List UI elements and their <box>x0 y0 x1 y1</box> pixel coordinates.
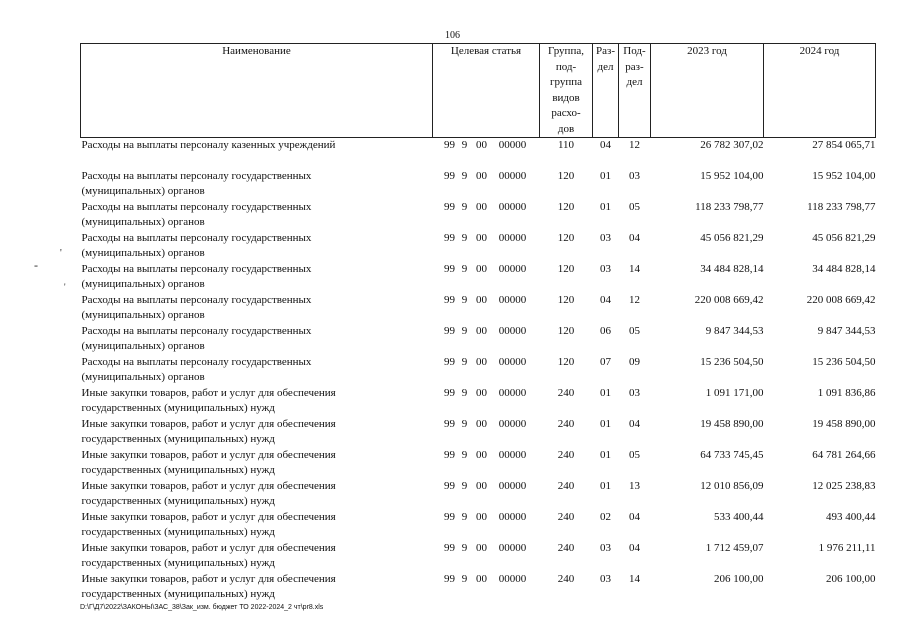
row-name <box>81 231 433 262</box>
row-target-article <box>433 479 540 510</box>
target-article-part: 00000 <box>498 293 527 306</box>
row-section: 01 <box>600 479 611 492</box>
target-article-part: 99 <box>444 324 455 337</box>
row-group: 120 <box>557 200 575 213</box>
row-target-article <box>433 262 540 293</box>
row-name-line: государственных (муниципальных) нужд <box>81 433 275 445</box>
row-amount-2023: 34 484 828,14 <box>700 262 764 275</box>
target-article-part: 00 <box>476 510 487 523</box>
row-section: 03 <box>600 572 611 585</box>
table-row <box>81 200 876 231</box>
row-target-article <box>433 541 540 572</box>
file-path: D:\Г\Д7\2022\ЗАКОНЫ\ЗАС_38\Зак_изм. бюджет ТО 2022-2024_2 чт\pr8.xls <box>80 604 324 611</box>
row-name <box>81 324 433 355</box>
row-amount-2023: 26 782 307,02 <box>700 139 764 151</box>
row-subsection: 04 <box>629 541 640 554</box>
row-group: 120 <box>557 169 575 182</box>
target-article-part: 99 <box>444 448 455 461</box>
table-row <box>81 231 876 262</box>
row-name <box>81 510 433 541</box>
row-amount-2024: 12 025 238,83 <box>812 479 876 492</box>
row-amount-2023: 1 712 459,07 <box>705 541 764 554</box>
header-line: Раз- <box>596 45 616 57</box>
row-section: 03 <box>600 262 611 275</box>
row-section: 01 <box>600 386 611 399</box>
row-name-line: (муниципальных) органов <box>81 216 205 228</box>
row-name <box>81 200 433 231</box>
row-amount-2023: 533 400,44 <box>714 510 764 523</box>
row-group: 240 <box>557 417 575 430</box>
target-article-part: 9 <box>461 541 468 554</box>
row-name-line: Расходы на выплаты персоналу государственных <box>81 200 312 213</box>
row-subsection: 05 <box>629 324 640 337</box>
header-year-2024: 2024 год <box>764 44 876 138</box>
target-article-part: 99 <box>444 200 455 213</box>
target-article-part: 00 <box>476 355 487 368</box>
target-article-part: 00 <box>476 386 487 399</box>
row-amount-2024: 15 236 504,50 <box>812 355 876 368</box>
row-amount-2024: 493 400,44 <box>826 510 876 523</box>
target-article-part: 00000 <box>498 231 527 244</box>
target-article-part: 99 <box>444 169 455 182</box>
row-name <box>81 293 433 324</box>
header-line: видов <box>552 91 580 104</box>
row-amount-2024: 64 781 264,66 <box>812 448 876 461</box>
row-amount-2024: 19 458 890,00 <box>812 417 876 430</box>
table-row <box>81 169 876 200</box>
target-article-part: 00000 <box>498 200 527 213</box>
row-amount-2024: 45 056 821,29 <box>812 231 876 244</box>
target-article-part: 9 <box>461 293 468 306</box>
target-article-part: 99 <box>444 355 455 368</box>
header-line: Группа, <box>548 45 584 57</box>
row-name <box>81 448 433 479</box>
table-row <box>81 355 876 386</box>
row-section: 02 <box>600 510 611 523</box>
table-row <box>81 572 876 603</box>
row-target-article <box>433 448 540 479</box>
row-name <box>81 572 433 603</box>
row-amount-2023: 118 233 798,77 <box>695 200 764 213</box>
table-row <box>81 293 876 324</box>
header-name: Наименование <box>81 44 433 138</box>
row-group: 120 <box>557 324 575 337</box>
row-name-line: Расходы на выплаты персоналу государственных <box>81 231 312 244</box>
target-article-part: 00 <box>476 541 487 554</box>
target-article-part: 00 <box>476 262 487 275</box>
target-article-part: 00000 <box>498 572 527 585</box>
row-target-article <box>433 138 540 169</box>
row-name-line: государственных (муниципальных) нужд <box>81 495 275 507</box>
row-amount-2023: 220 008 669,42 <box>694 293 764 306</box>
row-name <box>81 262 433 293</box>
row-name-line: государственных (муниципальных) нужд <box>81 464 275 476</box>
header-year-2023: 2023 год <box>651 44 764 138</box>
target-article-part: 99 <box>444 510 455 523</box>
margin-mark: ' <box>64 282 66 292</box>
row-name-line: государственных (муниципальных) нужд <box>81 557 275 569</box>
target-article-part: 99 <box>444 386 455 399</box>
row-subsection: 14 <box>629 572 640 585</box>
target-article-part: 00000 <box>498 417 527 430</box>
row-target-article <box>433 200 540 231</box>
target-article-part: 00 <box>476 324 487 337</box>
row-group: 240 <box>557 541 575 554</box>
row-amount-2024: 15 952 104,00 <box>812 169 876 182</box>
row-group: 120 <box>557 293 575 306</box>
row-amount-2024: 118 233 798,77 <box>807 200 876 213</box>
row-name-line: Расходы на выплаты персоналу государственных <box>81 324 312 337</box>
target-article-part: 9 <box>461 200 468 213</box>
row-subsection: 04 <box>629 417 640 430</box>
row-amount-2024: 220 008 669,42 <box>806 293 876 306</box>
row-target-article <box>433 231 540 262</box>
target-article-part: 00 <box>476 417 487 430</box>
target-article-part: 99 <box>444 231 455 244</box>
table-row <box>81 541 876 572</box>
table-row <box>81 386 876 417</box>
row-target-article <box>433 510 540 541</box>
row-subsection: 14 <box>629 262 640 275</box>
row-name <box>81 386 433 417</box>
target-article-part: 00000 <box>498 479 527 492</box>
row-subsection: 05 <box>629 200 640 213</box>
target-article-part: 00000 <box>498 448 527 461</box>
row-section: 01 <box>600 448 611 461</box>
table-row <box>81 479 876 510</box>
target-article-part: 00000 <box>498 355 527 368</box>
row-name-line: (муниципальных) органов <box>81 247 205 259</box>
header-target: Целевая статья <box>433 44 540 138</box>
target-article-part: 00000 <box>498 169 527 182</box>
row-amount-2024: 34 484 828,14 <box>812 262 876 275</box>
row-name-line: (муниципальных) органов <box>81 371 205 383</box>
target-article-part: 00 <box>476 479 487 492</box>
row-subsection: 03 <box>629 169 640 182</box>
target-article-part: 9 <box>461 262 468 275</box>
row-target-article <box>433 355 540 386</box>
row-amount-2024: 27 854 065,71 <box>812 139 876 151</box>
margin-mark: - <box>34 258 38 272</box>
row-group: 240 <box>557 479 575 492</box>
row-name <box>81 541 433 572</box>
row-target-article <box>433 293 540 324</box>
row-group: 240 <box>557 510 575 523</box>
target-article-part: 99 <box>444 417 455 430</box>
row-section: 01 <box>600 200 611 213</box>
header-line: раз- <box>625 60 644 73</box>
row-subsection: 13 <box>629 479 640 492</box>
row-amount-2024: 1 091 836,86 <box>817 386 876 399</box>
row-name-line: (муниципальных) органов <box>81 309 205 321</box>
row-target-article <box>433 417 540 448</box>
row-name-line: Иные закупки товаров, работ и услуг для обеспечения <box>81 510 336 523</box>
row-group: 240 <box>557 386 575 399</box>
target-article-part: 9 <box>461 417 468 430</box>
row-name-line: государственных (муниципальных) нужд <box>81 402 275 414</box>
table-row <box>81 417 876 448</box>
row-subsection: 12 <box>629 139 640 151</box>
row-name <box>81 138 433 169</box>
target-article-part: 9 <box>461 510 468 523</box>
target-article-part: 9 <box>461 448 468 461</box>
row-group: 240 <box>557 572 575 585</box>
target-article-part: 99 <box>444 262 455 275</box>
page-number: 106 <box>445 30 460 41</box>
row-name-line: Расходы на выплаты персоналу казенных учреждений <box>81 139 336 151</box>
row-amount-2023: 19 458 890,00 <box>700 417 764 430</box>
row-subsection: 12 <box>629 293 640 306</box>
row-name-line: Расходы на выплаты персоналу государственных <box>81 169 312 182</box>
row-name-line: Иные закупки товаров, работ и услуг для обеспечения <box>81 417 336 430</box>
row-amount-2024: 1 976 211,11 <box>818 541 876 554</box>
row-group: 240 <box>557 448 575 461</box>
row-name-line: (муниципальных) органов <box>81 185 205 197</box>
target-article-part: 99 <box>444 572 455 585</box>
target-article-part: 9 <box>461 231 468 244</box>
target-article-part: 9 <box>461 355 468 368</box>
row-subsection: 09 <box>629 355 640 368</box>
row-name-line: Иные закупки товаров, работ и услуг для обеспечения <box>81 572 336 585</box>
target-article-part: 9 <box>461 572 468 585</box>
header-line: дел <box>597 60 614 73</box>
target-article-part: 00000 <box>498 541 527 554</box>
table-row <box>81 510 876 541</box>
header-subsection <box>619 44 651 138</box>
row-group: 120 <box>557 355 575 368</box>
row-name-line: Расходы на выплаты персоналу государственных <box>81 262 312 275</box>
row-subsection: 05 <box>629 448 640 461</box>
header-line: расхо- <box>551 107 581 119</box>
row-section: 06 <box>600 324 611 337</box>
row-name-line: Иные закупки товаров, работ и услуг для обеспечения <box>81 541 336 554</box>
row-section: 03 <box>600 231 611 244</box>
target-article-part: 9 <box>461 139 468 151</box>
budget-table <box>80 43 876 603</box>
row-amount-2023: 12 010 856,09 <box>700 479 764 492</box>
row-name <box>81 417 433 448</box>
row-subsection: 04 <box>629 231 640 244</box>
header-line: дов <box>557 122 575 135</box>
row-amount-2023: 206 100,00 <box>714 572 764 585</box>
row-name-line: государственных (муниципальных) нужд <box>81 588 275 600</box>
target-article-part: 99 <box>444 139 455 151</box>
row-name-line: Иные закупки товаров, работ и услуг для обеспечения <box>81 448 336 461</box>
target-article-part: 00 <box>476 169 487 182</box>
row-name-line: государственных (муниципальных) нужд <box>81 526 275 538</box>
target-article-part: 9 <box>461 169 468 182</box>
row-section: 07 <box>600 355 611 368</box>
target-article-part: 00 <box>476 293 487 306</box>
header-group <box>540 44 593 138</box>
header-line: группа <box>549 76 583 88</box>
row-name <box>81 479 433 510</box>
row-name-line: Расходы на выплаты персоналу государственных <box>81 293 312 306</box>
row-name-line: (муниципальных) органов <box>81 340 205 352</box>
table-row <box>81 138 876 169</box>
target-article-part: 00 <box>476 448 487 461</box>
header-line: дел <box>626 76 643 88</box>
target-article-part: 9 <box>461 479 468 492</box>
target-article-part: 00000 <box>498 324 527 337</box>
row-subsection: 03 <box>629 386 640 399</box>
row-target-article <box>433 572 540 603</box>
table-header-row <box>81 44 876 138</box>
header-line: Под- <box>623 45 646 57</box>
row-amount-2023: 15 236 504,50 <box>700 355 764 368</box>
table-row <box>81 262 876 293</box>
row-group: 110 <box>557 139 575 151</box>
target-article-part: 99 <box>444 541 455 554</box>
row-name-line: Иные закупки товаров, работ и услуг для обеспечения <box>81 479 336 492</box>
row-amount-2023: 9 847 344,53 <box>705 324 764 337</box>
target-article-part: 00000 <box>498 510 527 523</box>
target-article-part: 99 <box>444 479 455 492</box>
header-section <box>593 44 619 138</box>
target-article-part: 00000 <box>498 386 527 399</box>
target-article-part: 9 <box>461 386 468 399</box>
row-amount-2024: 206 100,00 <box>826 572 876 585</box>
row-name-line: Расходы на выплаты персоналу государственных <box>81 355 312 368</box>
row-name <box>81 169 433 200</box>
table-row <box>81 324 876 355</box>
target-article-part: 00 <box>476 572 487 585</box>
table-body <box>81 138 876 603</box>
row-group: 120 <box>557 231 575 244</box>
target-article-part: 9 <box>461 324 468 337</box>
row-name-line: (муниципальных) органов <box>81 278 205 290</box>
margin-mark: ' <box>60 248 62 259</box>
target-article-part: 00 <box>476 139 487 151</box>
row-amount-2023: 15 952 104,00 <box>700 169 764 182</box>
row-name-line: Иные закупки товаров, работ и услуг для обеспечения <box>81 386 336 399</box>
row-name <box>81 355 433 386</box>
row-group: 120 <box>557 262 575 275</box>
row-section: 01 <box>600 417 611 430</box>
row-amount-2024: 9 847 344,53 <box>817 324 876 337</box>
target-article-part: 00000 <box>498 139 527 151</box>
row-section: 03 <box>600 541 611 554</box>
target-article-part: 00 <box>476 231 487 244</box>
table-row <box>81 448 876 479</box>
header-line: под- <box>555 60 577 73</box>
row-amount-2023: 45 056 821,29 <box>700 231 764 244</box>
row-section: 04 <box>600 293 611 306</box>
row-target-article <box>433 169 540 200</box>
target-article-part: 00 <box>476 200 487 213</box>
row-target-article <box>433 324 540 355</box>
row-subsection: 04 <box>629 510 640 523</box>
row-amount-2023: 64 733 745,45 <box>700 448 764 461</box>
row-amount-2023: 1 091 171,00 <box>705 386 764 399</box>
row-target-article <box>433 386 540 417</box>
target-article-part: 99 <box>444 293 455 306</box>
row-section: 01 <box>600 169 611 182</box>
row-section: 04 <box>600 139 611 151</box>
target-article-part: 00000 <box>498 262 527 275</box>
